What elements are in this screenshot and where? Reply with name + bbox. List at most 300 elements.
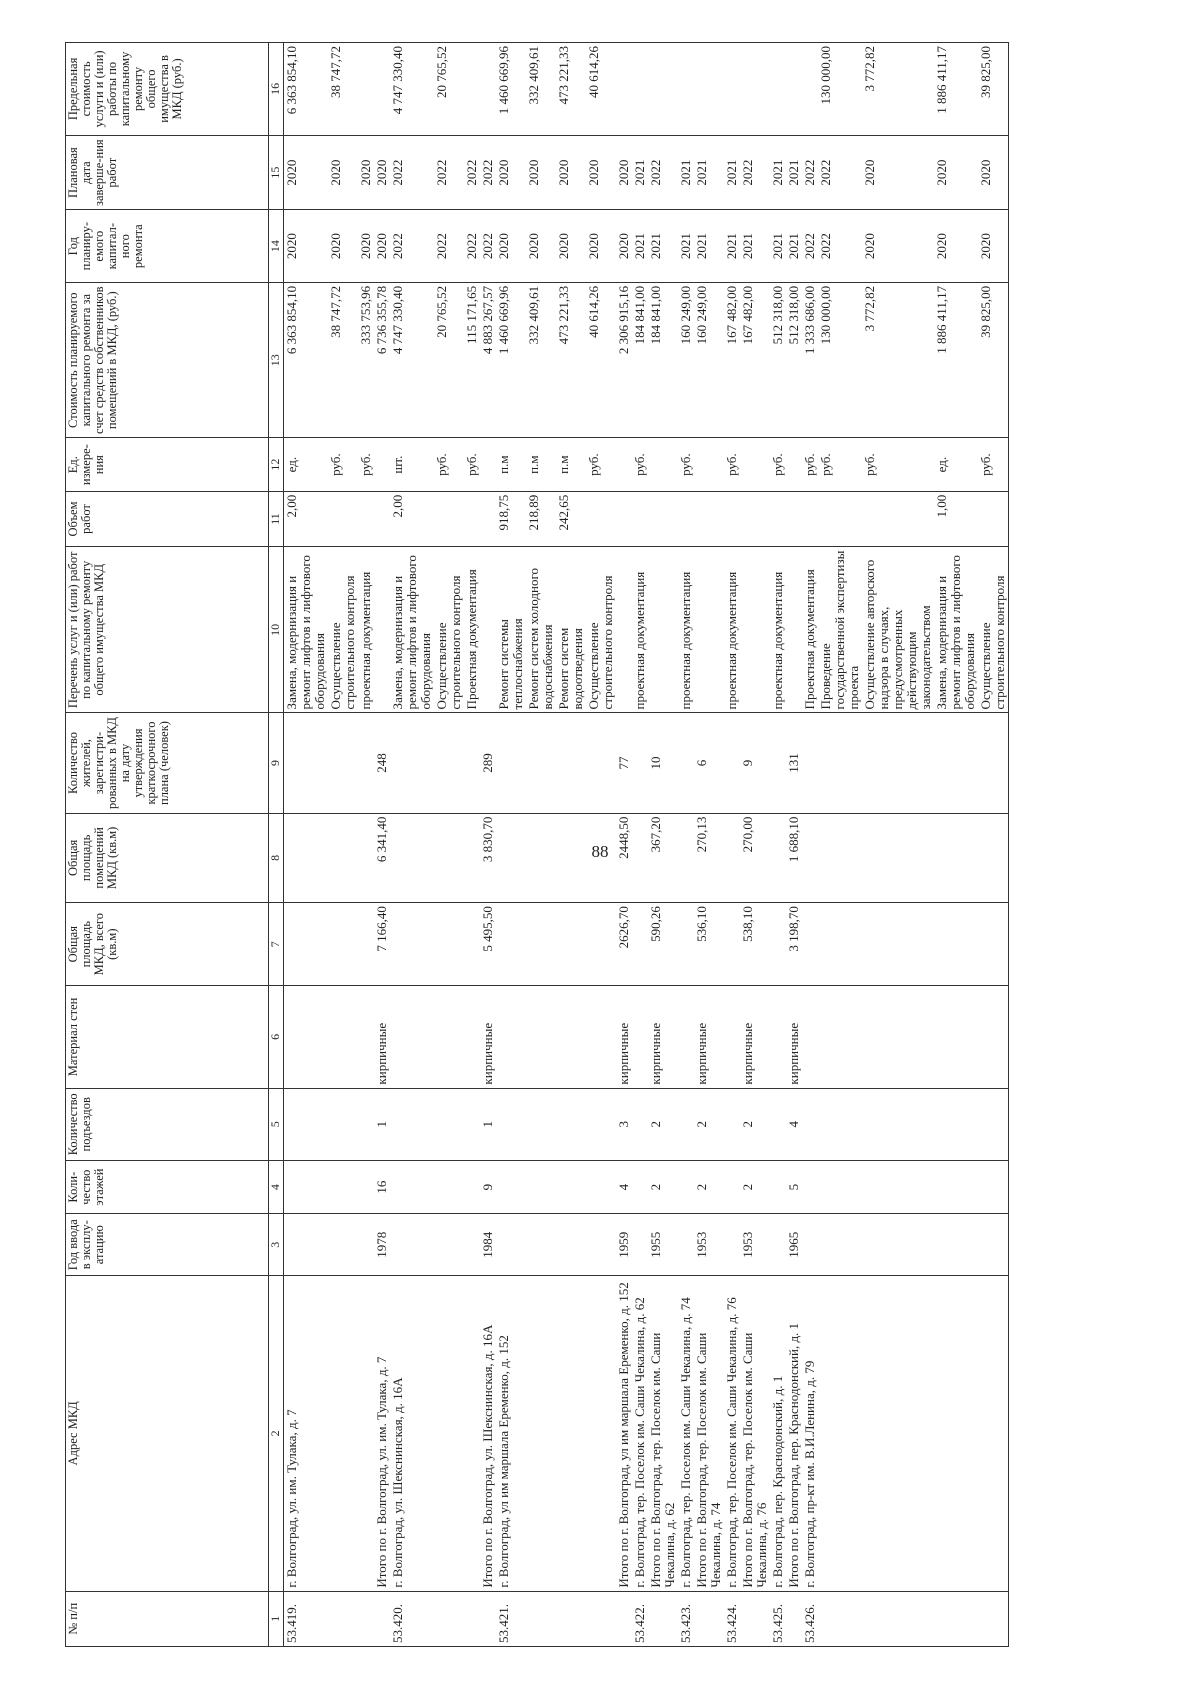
table-cell	[862, 986, 934, 1088]
table-cell	[978, 1088, 1009, 1160]
table-cell: п.м	[526, 438, 556, 491]
table-cell	[678, 491, 694, 546]
table-cell: 3 198,70	[786, 903, 802, 986]
table-cell	[978, 1276, 1009, 1591]
table-cell	[802, 43, 818, 136]
table-cell	[464, 1161, 480, 1214]
table-cell	[678, 903, 694, 986]
table-row	[434, 43, 464, 1647]
column-header: № п/п	[66, 1591, 269, 1646]
table-row	[374, 43, 390, 1647]
table-cell	[586, 1161, 616, 1214]
table-cell	[328, 491, 358, 546]
table-cell	[740, 438, 770, 491]
table-cell: 590,26	[648, 903, 678, 986]
table-cell	[480, 1591, 496, 1646]
table-cell: 9	[740, 713, 770, 813]
table-cell	[978, 491, 1009, 546]
table-cell: 1 333 686,00	[802, 282, 818, 438]
table-cell	[678, 986, 694, 1088]
table-cell: ед.	[284, 438, 329, 491]
table-cell: руб.	[770, 438, 786, 491]
table-cell: 333 753,96	[358, 282, 374, 438]
table-cell: 2021	[648, 210, 678, 282]
table-row	[328, 43, 358, 1647]
table-cell	[556, 1276, 586, 1591]
column-header: Материал стен	[66, 986, 269, 1088]
table-cell	[480, 438, 496, 491]
column-number: 13	[269, 282, 284, 438]
table-cell: Итого по г. Волгоград, тер. Поселок им. Саши Чекалина, д. 74	[694, 1276, 724, 1591]
table-cell: 1 886 411,17	[934, 43, 978, 136]
table-cell: 2021	[724, 135, 740, 210]
table-cell	[284, 1088, 329, 1160]
table-cell: 248	[374, 713, 390, 813]
table-cell: 2020	[616, 135, 632, 210]
table-cell: 2626,70	[616, 903, 632, 986]
table-cell: Ремонт системы теплоснабжения	[496, 547, 526, 713]
table-cell	[526, 1214, 556, 1276]
table-cell	[678, 813, 694, 903]
table-cell: 2022	[648, 135, 678, 210]
table-cell	[328, 1214, 358, 1276]
table-cell: руб.	[678, 438, 694, 491]
table-cell	[694, 491, 724, 546]
table-cell	[586, 491, 616, 546]
table-cell: 242,65	[556, 491, 586, 546]
table-cell: шт.	[390, 438, 434, 491]
table-cell: 2022	[802, 135, 818, 210]
table-cell: кирпичные	[694, 986, 724, 1088]
table-cell	[934, 713, 978, 813]
table-cell: 2020	[586, 135, 616, 210]
table-cell	[358, 1161, 374, 1214]
table-cell	[724, 813, 740, 903]
table-cell	[786, 491, 802, 546]
table-cell: проектная документация	[678, 547, 694, 713]
table-cell: 473 221,33	[556, 282, 586, 438]
table-row	[556, 43, 586, 1647]
table-cell: 2022	[434, 210, 464, 282]
table-cell: 38 747,72	[328, 282, 358, 438]
table-cell	[934, 1591, 978, 1646]
table-cell: Осуществление строительного контроля	[586, 547, 616, 713]
table-cell: 332 409,61	[526, 282, 556, 438]
table-cell	[818, 1276, 862, 1591]
table-cell	[464, 986, 480, 1088]
table-cell	[480, 547, 496, 713]
table-cell	[678, 713, 694, 813]
table-cell: ед.	[934, 438, 978, 491]
table-cell	[464, 491, 480, 546]
table-row	[740, 43, 770, 1647]
table-cell	[556, 1088, 586, 1160]
column-number: 4	[269, 1161, 284, 1214]
table-cell	[616, 438, 632, 491]
table-cell: руб.	[328, 438, 358, 491]
table-cell	[526, 813, 556, 903]
table-cell	[724, 1214, 740, 1276]
table-cell: 53.421.	[496, 1591, 526, 1646]
table-cell: 9	[480, 1161, 496, 1214]
column-number: 16	[269, 43, 284, 136]
table-cell	[358, 986, 374, 1088]
table-cell: кирпичные	[480, 986, 496, 1088]
table-cell: 1 460 669,96	[496, 282, 526, 438]
table-cell	[434, 1591, 464, 1646]
table-cell: 2020	[978, 210, 1009, 282]
table-cell: 1955	[648, 1214, 678, 1276]
table-cell: 38 747,72	[328, 43, 358, 136]
table-cell: Проектная документация	[464, 547, 480, 713]
table-cell	[480, 491, 496, 546]
table-cell: Итого по г. Волгоград, ул. Шекснинская, д. 16А	[480, 1276, 496, 1591]
table-cell	[648, 43, 678, 136]
table-cell: проектная документация	[632, 547, 648, 713]
table-cell: г. Волгоград, пр-кт им. В.И.Ленина, д. 79	[802, 1276, 818, 1591]
table-cell	[374, 491, 390, 546]
table-cell: 2021	[740, 210, 770, 282]
table-cell: 6 363 854,10	[284, 43, 329, 136]
table-cell: 2022	[480, 135, 496, 210]
table-row	[978, 43, 1009, 1647]
table-cell: 53.426.	[802, 1591, 818, 1646]
table-cell: руб.	[862, 438, 934, 491]
table-cell: Замена, модернизация и ремонт лифтов и лифтового оборудования	[390, 547, 434, 713]
table-cell: 512 318,00	[786, 282, 802, 438]
table-cell: кирпичные	[648, 986, 678, 1088]
table-cell	[586, 1214, 616, 1276]
table-cell: 39 825,00	[978, 282, 1009, 438]
table-cell	[632, 1088, 648, 1160]
table-cell: 167 482,00	[740, 282, 770, 438]
table-cell: 2021	[694, 210, 724, 282]
table-cell	[556, 713, 586, 813]
table-cell: 2020	[862, 210, 934, 282]
table-cell: 2022	[464, 210, 480, 282]
table-cell	[464, 813, 480, 903]
table-cell	[786, 43, 802, 136]
table-cell: 270,00	[740, 813, 770, 903]
table-cell: 130 000,00	[818, 282, 862, 438]
table-row	[526, 43, 556, 1647]
table-cell	[284, 1214, 329, 1276]
table-cell: 2022	[390, 135, 434, 210]
table-cell	[724, 986, 740, 1088]
table-cell	[480, 43, 496, 136]
table-cell: 184 841,00	[648, 282, 678, 438]
table-cell: 2	[648, 1161, 678, 1214]
table-cell: 115 171,65	[464, 282, 480, 438]
table-cell: г. Волгоград, пер. Краснодонский, д. 1	[770, 1276, 786, 1591]
table-cell	[802, 1161, 818, 1214]
column-header: Количество подъездов	[66, 1088, 269, 1160]
table-cell	[818, 1591, 862, 1646]
table-cell	[770, 713, 786, 813]
table-cell: 2021	[786, 210, 802, 282]
column-number: 9	[269, 713, 284, 813]
table-cell: 1	[480, 1088, 496, 1160]
table-cell	[556, 1161, 586, 1214]
table-cell: 2020	[934, 210, 978, 282]
column-number: 14	[269, 210, 284, 282]
table-cell	[862, 1591, 934, 1646]
table-row	[862, 43, 934, 1647]
table-cell	[586, 903, 616, 986]
table-row	[358, 43, 374, 1647]
table-cell	[496, 986, 526, 1088]
table-cell: Осуществление строительного контроля	[328, 547, 358, 713]
table-body	[284, 43, 1009, 1647]
table-cell	[678, 1088, 694, 1160]
table-cell	[978, 1214, 1009, 1276]
table-cell	[374, 438, 390, 491]
table-cell	[496, 713, 526, 813]
table-cell: 2020	[556, 135, 586, 210]
table-cell	[434, 1276, 464, 1591]
table-row	[694, 43, 724, 1647]
table-row	[802, 43, 818, 1647]
column-header: Предельная стоимость услуги и (или) работы по капитальному ремонту общего имущества в МКД (руб.)	[66, 43, 269, 136]
table-cell	[770, 1088, 786, 1160]
table-row	[390, 43, 434, 1647]
table-cell: 2021	[770, 210, 786, 282]
table-cell: 289	[480, 713, 496, 813]
table-cell: 53.425.	[770, 1591, 786, 1646]
table-cell: 367,20	[648, 813, 678, 903]
table-cell: 2021	[770, 135, 786, 210]
table-cell	[694, 547, 724, 713]
table-cell	[802, 713, 818, 813]
table-cell: руб.	[586, 438, 616, 491]
table-cell	[586, 1088, 616, 1160]
page-number: 88	[591, 842, 609, 861]
table-cell: 538,10	[740, 903, 770, 986]
table-cell: 1	[374, 1088, 390, 1160]
table-cell	[818, 986, 862, 1088]
table-cell	[390, 1088, 434, 1160]
table-cell: 270,13	[694, 813, 724, 903]
table-cell: Итого по г. Волгоград, тер. Поселок им. Саши Чекалина, д. 76	[740, 1276, 770, 1591]
table-cell: руб.	[434, 438, 464, 491]
table-cell: 5	[786, 1161, 802, 1214]
table-cell	[434, 986, 464, 1088]
table-cell	[770, 1214, 786, 1276]
column-header: Адрес МКД	[66, 1276, 269, 1591]
table-cell: 2020	[496, 135, 526, 210]
table-cell	[616, 491, 632, 546]
table-cell	[724, 1088, 740, 1160]
table-row	[648, 43, 678, 1647]
table-cell	[818, 713, 862, 813]
table-cell: 2	[694, 1161, 724, 1214]
table-cell	[526, 1276, 556, 1591]
table-cell: 6 736 355,78	[374, 282, 390, 438]
table-cell	[358, 1591, 374, 1646]
header-row	[66, 43, 269, 1647]
table-cell	[616, 547, 632, 713]
table-cell	[526, 1591, 556, 1646]
table-cell	[390, 1214, 434, 1276]
table-cell: 6	[694, 713, 724, 813]
table-cell	[648, 438, 678, 491]
table-cell: 20 765,52	[434, 282, 464, 438]
table-cell	[934, 1214, 978, 1276]
table-cell	[648, 1591, 678, 1646]
table-cell: 1965	[786, 1214, 802, 1276]
table-cell	[934, 813, 978, 903]
table-cell	[802, 986, 818, 1088]
table-cell	[284, 986, 329, 1088]
table-cell: 1,00	[934, 491, 978, 546]
table-cell: 2,00	[284, 491, 329, 546]
column-header: Коли-чество этажей	[66, 1161, 269, 1214]
table-cell: 2020	[358, 135, 374, 210]
column-header: Год ввода в эксплу-атацию	[66, 1214, 269, 1276]
table-cell	[648, 491, 678, 546]
table-cell	[934, 1088, 978, 1160]
table-cell	[770, 43, 786, 136]
table-cell	[740, 1591, 770, 1646]
table-cell	[434, 1088, 464, 1160]
table-cell	[358, 813, 374, 903]
table-cell	[632, 1161, 648, 1214]
table-cell	[434, 903, 464, 986]
table-cell	[328, 713, 358, 813]
table-cell: 39 825,00	[978, 43, 1009, 136]
table-cell: 53.419.	[284, 1591, 329, 1646]
table-cell: руб.	[464, 438, 480, 491]
table-cell	[284, 903, 329, 986]
table-cell: 1 688,10	[786, 813, 802, 903]
table-cell: 53.422.	[632, 1591, 648, 1646]
table-row	[616, 43, 632, 1647]
table-cell: 130 000,00	[818, 43, 862, 136]
table-cell: 3 772,82	[862, 43, 934, 136]
table-cell	[556, 1214, 586, 1276]
table-cell	[464, 43, 480, 136]
table-cell: 53.423.	[678, 1591, 694, 1646]
table-cell: Итого по г. Волгоград, пер. Краснодонский, д. 1	[786, 1276, 802, 1591]
table-cell: 918,75	[496, 491, 526, 546]
table-cell	[818, 1161, 862, 1214]
table-cell	[496, 1214, 526, 1276]
column-number: 5	[269, 1088, 284, 1160]
table-cell: проектная документация	[358, 547, 374, 713]
table-cell	[818, 491, 862, 546]
table-cell	[934, 986, 978, 1088]
table-cell	[770, 1161, 786, 1214]
table-cell	[978, 903, 1009, 986]
table-cell	[358, 1214, 374, 1276]
column-number: 2	[269, 1276, 284, 1591]
column-header: Количество жителей, зарегистри-рованных в МКД на дату утверждения краткосрочного плана (человек)	[66, 713, 269, 813]
table-cell: 20 765,52	[434, 43, 464, 136]
table-cell	[390, 713, 434, 813]
table-cell	[434, 491, 464, 546]
table-cell	[358, 903, 374, 986]
table-cell: 2022	[464, 135, 480, 210]
table-cell	[526, 1088, 556, 1160]
table-cell: 1 886 411,17	[934, 282, 978, 438]
table-cell: 512 318,00	[770, 282, 786, 438]
table-cell: 3	[616, 1088, 632, 1160]
table-cell	[770, 813, 786, 903]
table-cell: 77	[616, 713, 632, 813]
column-number: 7	[269, 903, 284, 986]
table-cell	[464, 713, 480, 813]
table-cell: 160 249,00	[678, 282, 694, 438]
table-cell: 2020	[328, 135, 358, 210]
table-cell	[464, 1214, 480, 1276]
column-number: 12	[269, 438, 284, 491]
table-cell: Итого по г. Волгоград, ул им маршала Еременко, д. 152	[616, 1276, 632, 1591]
table-cell	[818, 1214, 862, 1276]
table-cell: 2021	[632, 135, 648, 210]
table-cell: 4 747 330,40	[390, 43, 434, 136]
table-cell: 6 363 854,10	[284, 282, 329, 438]
table-cell	[556, 903, 586, 986]
table-cell: 2021	[678, 210, 694, 282]
column-header: Общая площадь помещений МКД (кв.м)	[66, 813, 269, 903]
table-cell	[862, 813, 934, 903]
table-cell	[802, 491, 818, 546]
table-cell	[328, 1161, 358, 1214]
table-cell	[526, 713, 556, 813]
table-cell: 40 614,26	[586, 282, 616, 438]
column-header: Перечень услуг и (или) работ по капитальному ремонту общего имущества МКД	[66, 547, 269, 713]
table-cell: 3 772,82	[862, 282, 934, 438]
table-cell	[724, 43, 740, 136]
table-cell	[464, 1276, 480, 1591]
table-cell	[358, 1276, 374, 1591]
column-number: 10	[269, 547, 284, 713]
table-row	[496, 43, 526, 1647]
table-cell: 5 495,50	[480, 903, 496, 986]
table-cell: 473 221,33	[556, 43, 586, 136]
table-cell: Проведение государственной экспертизы проекта	[818, 547, 862, 713]
table-cell: Ремонт систем водоотведения	[556, 547, 586, 713]
table-cell: 2020	[526, 135, 556, 210]
column-header: Год планиру-емого капитал-ного ремонта	[66, 210, 269, 282]
table-row	[480, 43, 496, 1647]
table-cell: 2021	[632, 210, 648, 282]
table-cell	[818, 813, 862, 903]
table-cell: 167 482,00	[724, 282, 740, 438]
column-number: 1	[269, 1591, 284, 1646]
table-cell	[862, 713, 934, 813]
table-cell	[632, 903, 648, 986]
table-cell	[678, 43, 694, 136]
table-cell: 160 249,00	[694, 282, 724, 438]
table-cell	[934, 1276, 978, 1591]
table-cell: руб.	[358, 438, 374, 491]
table-cell: 2020	[526, 210, 556, 282]
table-cell: 2022	[390, 210, 434, 282]
table-cell	[978, 813, 1009, 903]
table-cell	[496, 1088, 526, 1160]
table-cell	[786, 547, 802, 713]
table-cell: 1953	[694, 1214, 724, 1276]
table-cell	[464, 1591, 480, 1646]
table-cell: руб.	[802, 438, 818, 491]
column-number: 15	[269, 135, 284, 210]
table-cell	[586, 713, 616, 813]
table-cell: 2	[648, 1088, 678, 1160]
table-cell	[284, 813, 329, 903]
table-cell	[632, 43, 648, 136]
table-cell	[586, 1276, 616, 1591]
